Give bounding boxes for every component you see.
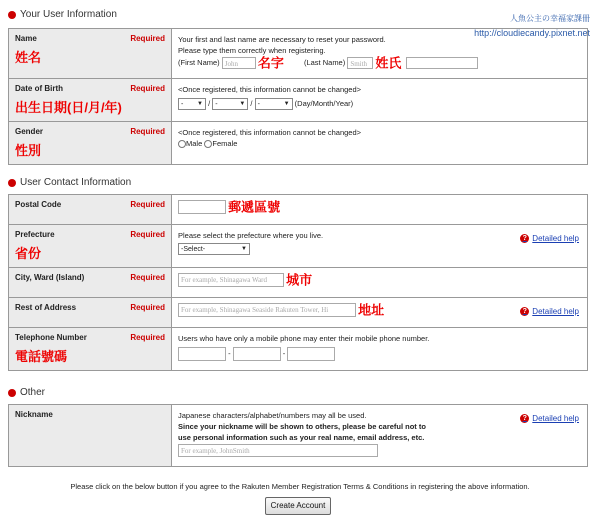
required-badge: Required — [130, 273, 165, 282]
gender-value-cell — [172, 122, 588, 165]
chevron-down-icon: ▼ — [241, 246, 247, 252]
day-select[interactable]: - ▼ — [178, 98, 206, 110]
required-badge: Required — [130, 333, 165, 342]
watermark-title: 人魚公主の幸福家課冊 — [510, 14, 590, 23]
nickname-note-1: Japanese characters/alphabet/numbers may all be used. — [178, 411, 367, 420]
date-separator: / — [208, 99, 211, 108]
nickname-label: Nickname — [15, 410, 53, 419]
male-radio[interactable] — [178, 140, 186, 148]
section-other-heading — [8, 387, 45, 398]
phone-label: Telephone Number — [15, 333, 87, 342]
address-value-cell — [172, 298, 588, 328]
phone-value-cell — [172, 328, 588, 371]
phone-label-cell — [9, 328, 172, 371]
name-row — [9, 29, 588, 79]
section-title: Your User Information — [20, 9, 117, 20]
male-label: Male — [186, 139, 203, 148]
contact-info-table — [8, 194, 588, 371]
required-badge: Required — [130, 200, 165, 209]
address-row — [9, 298, 588, 328]
postal-row — [9, 195, 588, 225]
prefecture-label: Prefecture — [15, 230, 55, 239]
chevron-down-icon: ▼ — [197, 101, 203, 108]
city-input[interactable]: For example, Shinagawa Ward — [178, 273, 284, 287]
year-select[interactable]: - ▼ — [255, 98, 293, 110]
phone-part-2[interactable] — [233, 347, 281, 361]
gender-note: <Once registered, this information cannot be changed> — [178, 128, 362, 137]
last-name-input[interactable]: Smith — [347, 57, 373, 69]
bullet-icon — [8, 11, 16, 19]
dob-cn-annotation: 出生日期(日/月/年) — [15, 100, 122, 115]
section-contact-heading — [8, 177, 131, 188]
required-badge: Required — [130, 84, 165, 93]
nickname-input[interactable]: For example, JohnSmith — [178, 444, 378, 457]
chevron-down-icon: ▼ — [239, 101, 246, 108]
watermark-url: http://cloudiecandy.pixnet.net — [474, 28, 590, 38]
nickname-help-link[interactable]: ? Detailed help — [520, 413, 579, 424]
prefecture-label-cell — [9, 225, 172, 268]
last-name-label: (Last Name) — [303, 58, 346, 67]
phone-part-3[interactable] — [287, 347, 335, 361]
city-value-cell — [172, 268, 588, 298]
last-name-cn: 姓氏 — [375, 55, 402, 71]
name-value-cell — [172, 29, 588, 79]
name-cn-annotation: 姓名 — [15, 50, 42, 65]
postal-value-cell — [172, 195, 588, 225]
dob-note: <Once registered, this information cannot be changed> — [178, 85, 362, 94]
address-help-link[interactable]: ? Detailed help — [520, 306, 579, 317]
required-badge: Required — [130, 230, 165, 239]
city-label: City, Ward (Island) — [15, 273, 85, 282]
gender-label: Gender — [15, 127, 44, 136]
nickname-value-cell — [172, 405, 588, 467]
name-note-2: Please type them correctly when registering. — [178, 46, 326, 55]
required-badge: Required — [130, 303, 165, 312]
name-label-cell — [9, 29, 172, 79]
prefecture-help-link[interactable]: ? Detailed help — [520, 233, 579, 244]
nickname-label-cell — [9, 405, 172, 467]
help-icon: ? — [520, 307, 529, 316]
nickname-note-2: Since your nickname will be shown to others, please be careful not to — [178, 422, 426, 431]
required-badge: Required — [130, 127, 165, 136]
month-select[interactable]: - ▼ — [212, 98, 248, 110]
chevron-down-icon: ▼ — [283, 101, 290, 108]
dob-label-cell — [9, 79, 172, 122]
prefecture-value-cell — [172, 225, 588, 268]
section-title: Other — [20, 387, 46, 398]
address-input[interactable]: For example, Shinagawa Seaside Rakuten Tower, Hi — [178, 303, 356, 317]
required-badge: Required — [130, 34, 165, 43]
phone-cn-annotation: 電話號碼 — [15, 349, 68, 364]
first-name-input[interactable]: John — [222, 57, 256, 69]
bullet-icon — [8, 179, 16, 187]
last-name-input-extra[interactable] — [406, 57, 478, 69]
postal-label-cell — [9, 195, 172, 225]
nickname-note-3: use personal information such as your real name, email address, etc. — [178, 433, 425, 442]
female-label: Female — [212, 139, 238, 148]
dob-value-cell — [172, 79, 588, 122]
create-account-button[interactable]: Create Account — [265, 497, 331, 515]
address-label: Rest of Address — [15, 303, 77, 312]
address-cn: 地址 — [358, 302, 385, 318]
address-label-cell — [9, 298, 172, 328]
phone-part-1[interactable] — [178, 347, 226, 361]
prefecture-note: Please select the prefecture where you live. — [178, 231, 324, 240]
help-icon: ? — [520, 234, 529, 243]
postal-cn: 郵遞區號 — [228, 199, 281, 215]
phone-separator: - — [228, 348, 231, 358]
date-separator: / — [250, 99, 253, 108]
other-table — [8, 404, 588, 467]
city-cn: 城市 — [286, 272, 313, 288]
nickname-row — [9, 405, 588, 467]
section-title: User Contact Information — [20, 177, 132, 188]
prefecture-select[interactable]: -Select- ▼ — [178, 243, 250, 255]
bullet-icon — [8, 389, 16, 397]
name-label: Name — [15, 34, 37, 43]
date-format-hint: (Day/Month/Year) — [294, 99, 354, 108]
gender-label-cell — [9, 122, 172, 165]
gender-row — [9, 122, 588, 165]
dob-label: Date of Birth — [15, 84, 63, 93]
postal-label: Postal Code — [15, 200, 62, 209]
prefecture-row — [9, 225, 588, 268]
gender-cn-annotation: 性別 — [15, 143, 42, 158]
user-info-table — [8, 28, 588, 165]
help-icon: ? — [520, 414, 529, 423]
terms-note: Please click on the below button if you agree to the Rakuten Member Registration Terms & Conditions in registering the above information. — [70, 482, 530, 491]
phone-row — [9, 328, 588, 371]
phone-note: Users who have only a mobile phone may enter their mobile phone number. — [178, 334, 430, 343]
prefecture-cn-annotation: 省份 — [15, 246, 42, 261]
phone-separator: - — [282, 348, 286, 358]
dob-row — [9, 79, 588, 122]
section-user-info-heading — [8, 9, 117, 20]
name-note-1: Your first and last name are necessary to reset your password. — [178, 35, 386, 44]
city-label-cell — [9, 268, 172, 298]
first-name-label: (First Name) — [178, 58, 220, 67]
first-name-cn: 名字 — [257, 55, 284, 71]
postal-code-input[interactable] — [178, 200, 226, 214]
city-row — [9, 268, 588, 298]
